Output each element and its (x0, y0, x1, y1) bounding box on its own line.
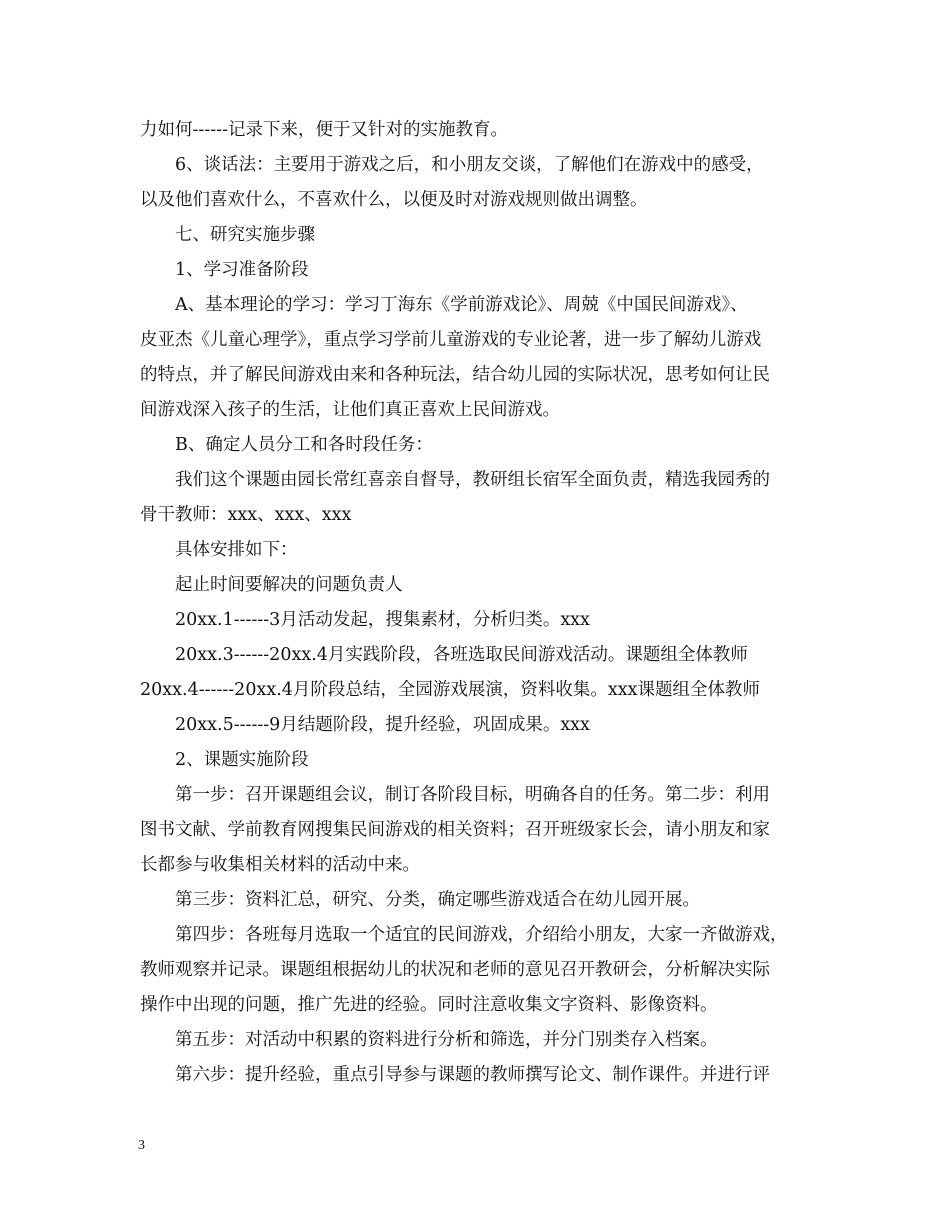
text-line: 力如何------记录下来，便于又针对的实施教育。 (140, 120, 508, 140)
text-line: 第三步：资料汇总，研究、分类，确定哪些游戏适合在幼儿园开展。 (175, 890, 700, 910)
text-line: A、基本理论的学习：学习丁海东《学前游戏论》、周兢《中国民间游戏》、 (175, 295, 748, 315)
schedule-row: 20xx.3------20xx.4月实践阶段，各班选取民间游戏活动。课题组全体教师 (175, 645, 748, 665)
page-number: 3 (138, 1138, 145, 1153)
text-line: 第一步：召开课题组会议，制订各阶段目标，明确各自的任务。第二步：利用 (175, 785, 770, 805)
text-line: 第六步：提升经验，重点引导参与课题的教师撰写论文、制作课件。并进行评 (175, 1065, 770, 1085)
text-line: 以及他们喜欢什么，不喜欢什么，以便及时对游戏规则做出调整。 (140, 190, 648, 210)
text-line: 我们这个课题由园长常红喜亲自督导，教研组长宿军全面负责，精选我园秀的 (175, 470, 770, 490)
schedule-row: 20xx.1------3月活动发起，搜集素材，分析归类。xxx (175, 610, 590, 630)
text-line: 6、谈话法：主要用于游戏之后，和小朋友交谈，了解他们在游戏中的感受， (175, 155, 764, 175)
schedule-row: 20xx.4------20xx.4月阶段总结，全园游戏展演，资料收集。xxx课题组全体教师 (140, 680, 760, 700)
text-line: 骨干教师：xxx、xxx、xxx (140, 505, 352, 525)
schedule-row: 20xx.5------9月结题阶段，提升经验，巩固成果。xxx (175, 715, 590, 735)
text-line: 间游戏深入孩子的生活，让他们真正喜欢上民间游戏。 (140, 400, 560, 420)
text-line: 具体安排如下： (175, 540, 298, 560)
text-line: 皮亚杰《儿童心理学》，重点学习学前儿童游戏的专业论著，进一步了解幼儿游戏 (140, 330, 762, 350)
text-line: 的特点，并了解民间游戏由来和各种玩法，结合幼儿园的实际状况，思考如何让民 (140, 365, 770, 385)
section-heading: 七、研究实施步骤 (175, 225, 315, 245)
text-line: 第五步：对活动中积累的资料进行分析和筛选，并分门别类存入档案。 (175, 1030, 718, 1050)
text-line: 教师观察并记录。课题组根据幼儿的状况和老师的意见召开教研会，分析解决实际 (140, 960, 770, 980)
text-line: 第四步：各班每月选取一个适宜的民间游戏，介绍给小朋友，大家一齐做游戏， (175, 925, 788, 945)
text-line: 长都参与收集相关材料的活动中来。 (140, 855, 420, 875)
subsection-heading: 2、课题实施阶段 (175, 750, 309, 770)
text-line: B、确定人员分工和各时段任务： (175, 435, 433, 455)
text-line: 图书文献、学前教育网搜集民间游戏的相关资料；召开班级家长会，请小朋友和家 (140, 820, 770, 840)
subsection-heading: 1、学习准备阶段 (175, 260, 309, 280)
text-line: 操作中出现的问题，推广先进的经验。同时注意收集文字资料、影像资料。 (140, 995, 718, 1015)
text-line: 起止时间要解决的问题负责人 (175, 575, 403, 595)
